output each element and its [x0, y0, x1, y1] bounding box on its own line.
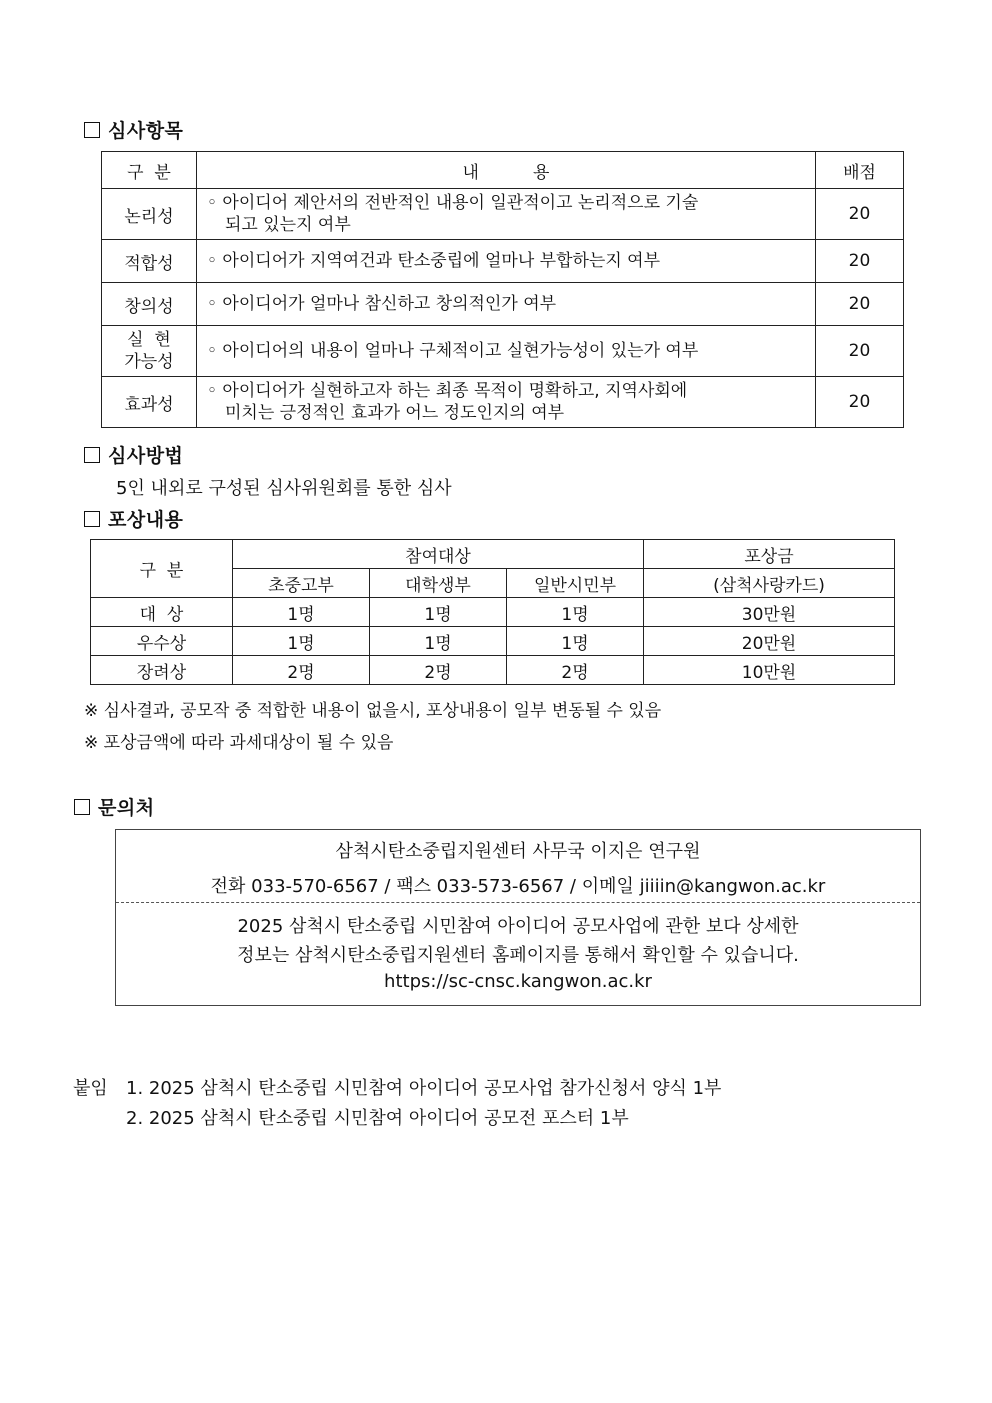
award-header-participants: 참여대상: [233, 540, 644, 569]
criteria-score: 20: [816, 189, 904, 240]
award-count: 1명: [370, 598, 507, 627]
award-header-group1: 초중고부: [233, 569, 370, 598]
table-row: [102, 189, 904, 240]
award-prize: 30만원: [644, 598, 895, 627]
criteria-category: 효과성: [102, 377, 197, 428]
award-name: 우수상: [91, 627, 233, 656]
table-row: [102, 377, 904, 428]
award-note-1: ※ 심사결과, 공모작 중 적합한 내용이 없을시, 포상내용이 일부 변동될 수 있음: [84, 701, 662, 721]
award-header-category: 구 분: [91, 540, 233, 598]
table-row: [102, 326, 904, 377]
award-count: 1명: [507, 598, 644, 627]
award-count: 1명: [233, 627, 370, 656]
criteria-content: ◦ 아이디어가 지역여건과 탄소중립에 얼마나 부합하는지 여부: [197, 240, 816, 283]
award-count: 2명: [507, 656, 644, 685]
award-count: 2명: [370, 656, 507, 685]
method-section-title: 심사방법: [84, 441, 183, 468]
criteria-header-category: 구 분: [102, 152, 197, 189]
method-text: 5인 내외로 구성된 심사위원회를 통한 심사: [116, 478, 452, 499]
criteria-header-content: 내 용: [197, 152, 816, 189]
table-row: [102, 283, 904, 326]
criteria-content: [197, 377, 816, 428]
criteria-category: 창의성: [102, 283, 197, 326]
award-header-group3: 일반시민부: [507, 569, 644, 598]
award-header-prize: 포상금: [644, 540, 895, 569]
criteria-score: 20: [816, 377, 904, 428]
criteria-category: 적합성: [102, 240, 197, 283]
criteria-category: [102, 326, 197, 377]
criteria-score: 20: [816, 326, 904, 377]
checkbox-square-icon: [84, 447, 100, 463]
award-table: [90, 539, 895, 685]
contact-section-title: 문의처: [74, 793, 155, 820]
contact-detail-line: 정보는 삼척시탄소중립지원센터 홈페이지를 통해서 확인할 수 있습니다.: [237, 945, 799, 966]
award-header-row: [91, 540, 895, 569]
checkbox-square-icon: [74, 799, 90, 815]
contact-info: 전화 033-570-6567 / 팩스 033-573-6567 / 이메일 jiiiin@kangwon.ac.kr: [210, 876, 826, 897]
award-count: 1명: [370, 627, 507, 656]
checkbox-square-icon: [84, 511, 100, 527]
criteria-content-line: ◦ 아이디어 제안서의 전반적인 내용이 일관적이고 논리적으로 기술: [207, 193, 699, 213]
table-row: [91, 656, 895, 685]
table-row: [91, 598, 895, 627]
criteria-score: 20: [816, 240, 904, 283]
award-note-2: ※ 포상금액에 따라 과세대상이 될 수 있음: [84, 733, 394, 753]
table-row: [91, 627, 895, 656]
award-header-group2: 대학생부: [370, 569, 507, 598]
award-header-prize-sub: (삼척사랑카드): [644, 569, 895, 598]
award-count: 2명: [233, 656, 370, 685]
criteria-content-line: 되고 있는지 여부: [225, 215, 351, 235]
award-name: 대 상: [91, 598, 233, 627]
criteria-category: 논리성: [102, 189, 197, 240]
criteria-content: ◦ 아이디어가 얼마나 참신하고 창의적인가 여부: [197, 283, 816, 326]
criteria-score: 20: [816, 283, 904, 326]
criteria-header-score: 배점: [816, 152, 904, 189]
contact-box: [115, 829, 921, 1006]
criteria-category-line: 가능성: [124, 352, 174, 372]
attachment-label: 붙임: [73, 1078, 108, 1099]
contact-divider: [116, 902, 920, 903]
award-prize: 10만원: [644, 656, 895, 685]
criteria-content: [197, 189, 816, 240]
contact-website: https://sc-cnsc.kangwon.ac.kr: [384, 971, 652, 992]
award-count: 1명: [233, 598, 370, 627]
checkbox-square-icon: [84, 122, 100, 138]
criteria-header-row: [102, 152, 904, 189]
criteria-content-line: 미치는 긍정적인 효과가 어느 정도인지의 여부: [225, 403, 565, 423]
criteria-content-line: ◦ 아이디어가 실현하고자 하는 최종 목적이 명확하고, 지역사회에: [207, 381, 688, 401]
attachment-item: 1. 2025 삼척시 탄소중립 시민참여 아이디어 공모사업 참가신청서 양식 1부: [126, 1078, 722, 1099]
criteria-table: [101, 151, 904, 428]
contact-name: 삼척시탄소중립지원센터 사무국 이지은 연구원: [335, 841, 701, 862]
criteria-content: ◦ 아이디어의 내용이 얼마나 구체적이고 실현가능성이 있는가 여부: [197, 326, 816, 377]
award-name: 장려상: [91, 656, 233, 685]
criteria-category-line: 실 현: [127, 330, 171, 350]
criteria-section-title: 심사항목: [84, 116, 183, 143]
award-count: 1명: [507, 627, 644, 656]
contact-detail-line: 2025 삼척시 탄소중립 시민참여 아이디어 공모사업에 관한 보다 상세한: [237, 916, 799, 937]
table-row: [102, 240, 904, 283]
award-section-title: 포상내용: [84, 505, 183, 532]
award-prize: 20만원: [644, 627, 895, 656]
attachment-item: 2. 2025 삼척시 탄소중립 시민참여 아이디어 공모전 포스터 1부: [126, 1108, 629, 1129]
